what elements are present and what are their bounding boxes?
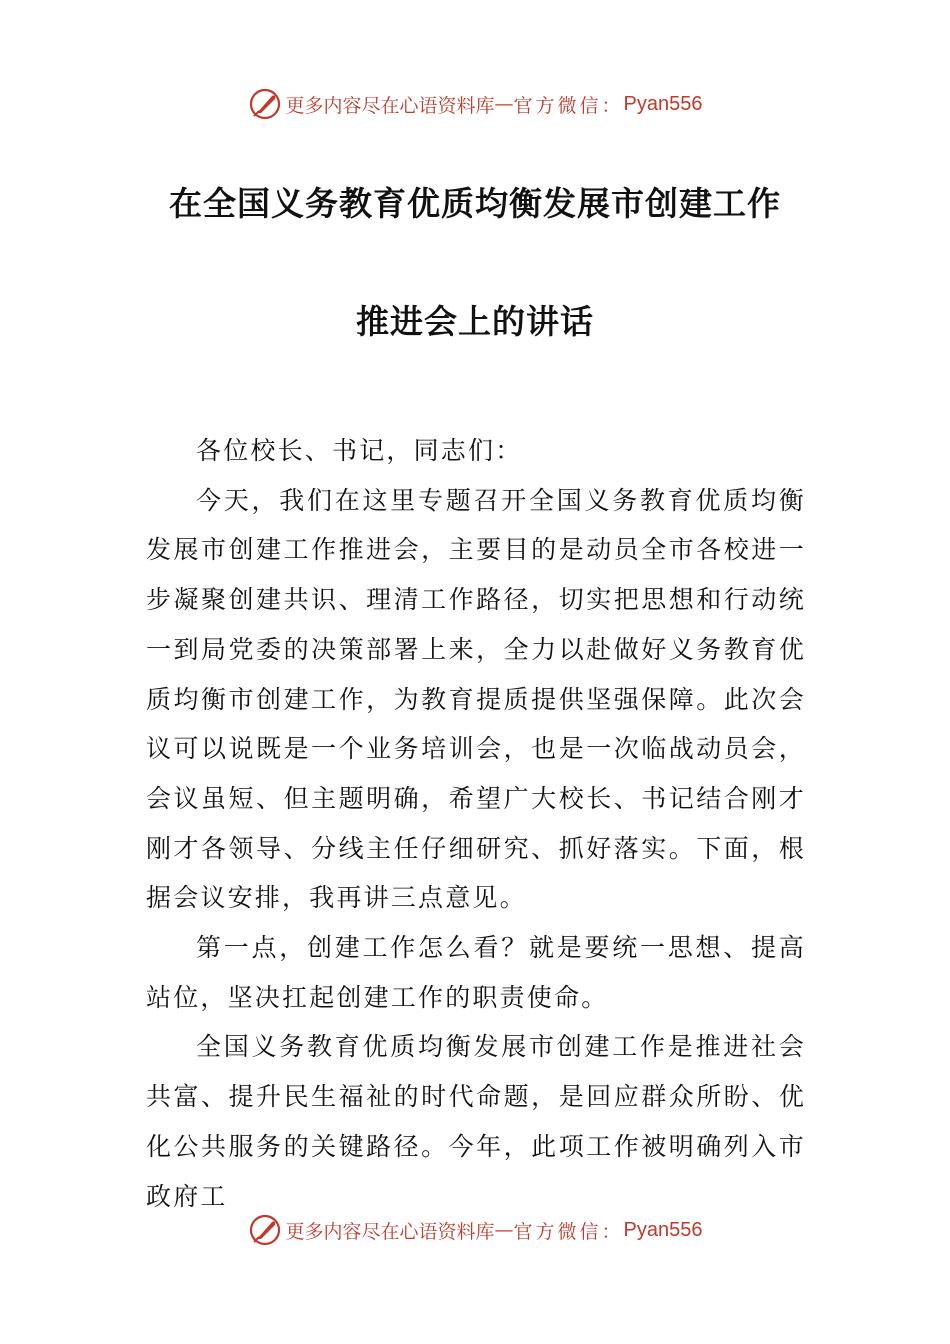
- watermark-wechat-id: Pyan556: [623, 1218, 703, 1241]
- watermark-official-label: 官方微信：: [513, 94, 624, 117]
- watermark-wechat-id: Pyan556: [623, 92, 703, 115]
- watermark-official-label: 官方微信：: [513, 1220, 624, 1243]
- header-watermark: [0, 84, 950, 124]
- salutation-paragraph: 各位校长、书记，同志们：: [196, 436, 523, 465]
- document-title-line-2: 推进会上的讲话: [356, 302, 594, 341]
- watermark-dash: —: [494, 93, 514, 115]
- watermark-main-text: 更多内容尽在心语资料库: [285, 1220, 495, 1243]
- document-title-line-1: 在全国义务教育优质均衡发展市创建工作: [169, 184, 781, 223]
- quill-pen-logo-icon: [248, 87, 282, 121]
- quill-pen-logo-icon: [248, 1213, 282, 1247]
- body-paragraph: 今天，我们在这里专题召开全国义务教育优质均衡发展市创建工作推进会，主要目的是动员全市各校进一步凝聚创建共识、理清工作路径，切实把思想和行动统一到局党委的决策部署上来，全力以赴做好义务教育优质均衡市创建工作，为教育提质提供坚强保障。此次会议可以说既是一个业务培训会，也是一次临战动员会，会议虽短、但主题明确，希望广大校长、书记结合刚才刚才各领导、分线主任仔细研究、抓好落实。下面，根据会议安排，我再讲三点意见。: [146, 485, 806, 913]
- body-paragraph: 第一点，创建工作怎么看？就是要统一思想、提高站位，坚决扛起创建工作的职责使命。: [146, 933, 806, 1012]
- document-body: [146, 426, 806, 1221]
- body-paragraph: 全国义务教育优质均衡发展市创建工作是推进社会共富、提升民生福祉的时代命题，是回应群众所盼、优化公共服务的关键路径。今年，此项工作被明确列入市政府工: [146, 1032, 806, 1211]
- footer-watermark: [0, 1210, 950, 1250]
- watermark-dash: —: [494, 1219, 514, 1241]
- watermark-main-text: 更多内容尽在心语资料库: [285, 94, 495, 117]
